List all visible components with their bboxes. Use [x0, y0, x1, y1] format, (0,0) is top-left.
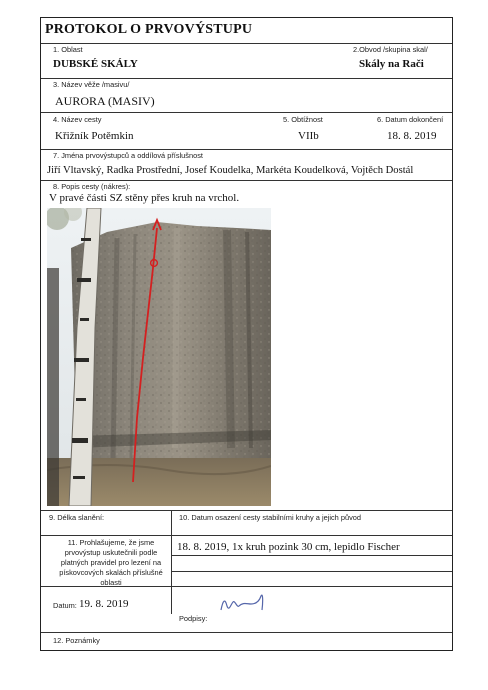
divider [41, 586, 452, 587]
grade-value: VIIb [298, 130, 319, 142]
signature-scribble [217, 590, 269, 616]
completion-date-label: 6. Datum dokončení [377, 115, 444, 124]
climbers-value: Jiří Vltavský, Radka Prostřední, Josef Koudelka, Markéta Koudelková, Vojtěch Dostál [47, 165, 414, 176]
divider [41, 510, 452, 511]
anchors-value: 18. 8. 2019, 1x kruh pozink 30 cm, lepidlo Fischer [177, 541, 400, 553]
anchors-label: 10. Datum osazení cesty stabilními kruhy a jejich původ [179, 513, 361, 522]
description-value: V pravé části SZ stěny přes kruh na vrchol. [49, 192, 240, 204]
area-label: 1. Oblast [53, 45, 83, 54]
divider [171, 555, 452, 556]
route-photo [47, 208, 271, 506]
form-title: PROTOKOL O PRVOVÝSTUPU [45, 22, 253, 37]
district-label: 2.Obvod /skupina skal/ [353, 45, 428, 54]
divider [41, 112, 452, 113]
declaration-text: 11. Prohlašujeme, že jsme prvovýstup uskutečnili podle platných pravidel pro lezení na pískovcových skalách příslušné oblasti [59, 538, 163, 587]
first-ascent-form [40, 17, 453, 651]
divider [41, 180, 452, 181]
climbers-label: 7. Jména prvovýstupců a oddílová příslušnost [53, 151, 203, 160]
route-name-value: Křižník Potěmkin [55, 130, 134, 142]
tower-label: 3. Název věže /masivu/ [53, 80, 130, 89]
signature-label: Podpisy: [179, 614, 208, 623]
description-label: 8. Popis cesty (nákres): [53, 182, 131, 191]
area-value: DUBSKÉ SKÁLY [53, 58, 138, 70]
divider [41, 78, 452, 79]
route-name-label: 4. Název cesty [53, 115, 102, 124]
notes-label: 12. Poznámky [53, 636, 100, 645]
tower-value: AURORA (MASIV) [55, 94, 155, 108]
rappel-length-label: 9. Délka slanění: [49, 513, 105, 522]
date-label: Datum: [53, 601, 77, 610]
completion-date-value: 18. 8. 2019 [387, 130, 437, 142]
date-value: 19. 8. 2019 [79, 598, 129, 610]
divider-vertical [171, 510, 172, 614]
divider [41, 43, 452, 44]
divider [41, 632, 452, 633]
divider [171, 571, 452, 572]
grade-label: 5. Obtížnost [283, 115, 323, 124]
divider [41, 149, 452, 150]
divider [41, 535, 452, 536]
district-value: Skály na Rači [359, 58, 424, 70]
